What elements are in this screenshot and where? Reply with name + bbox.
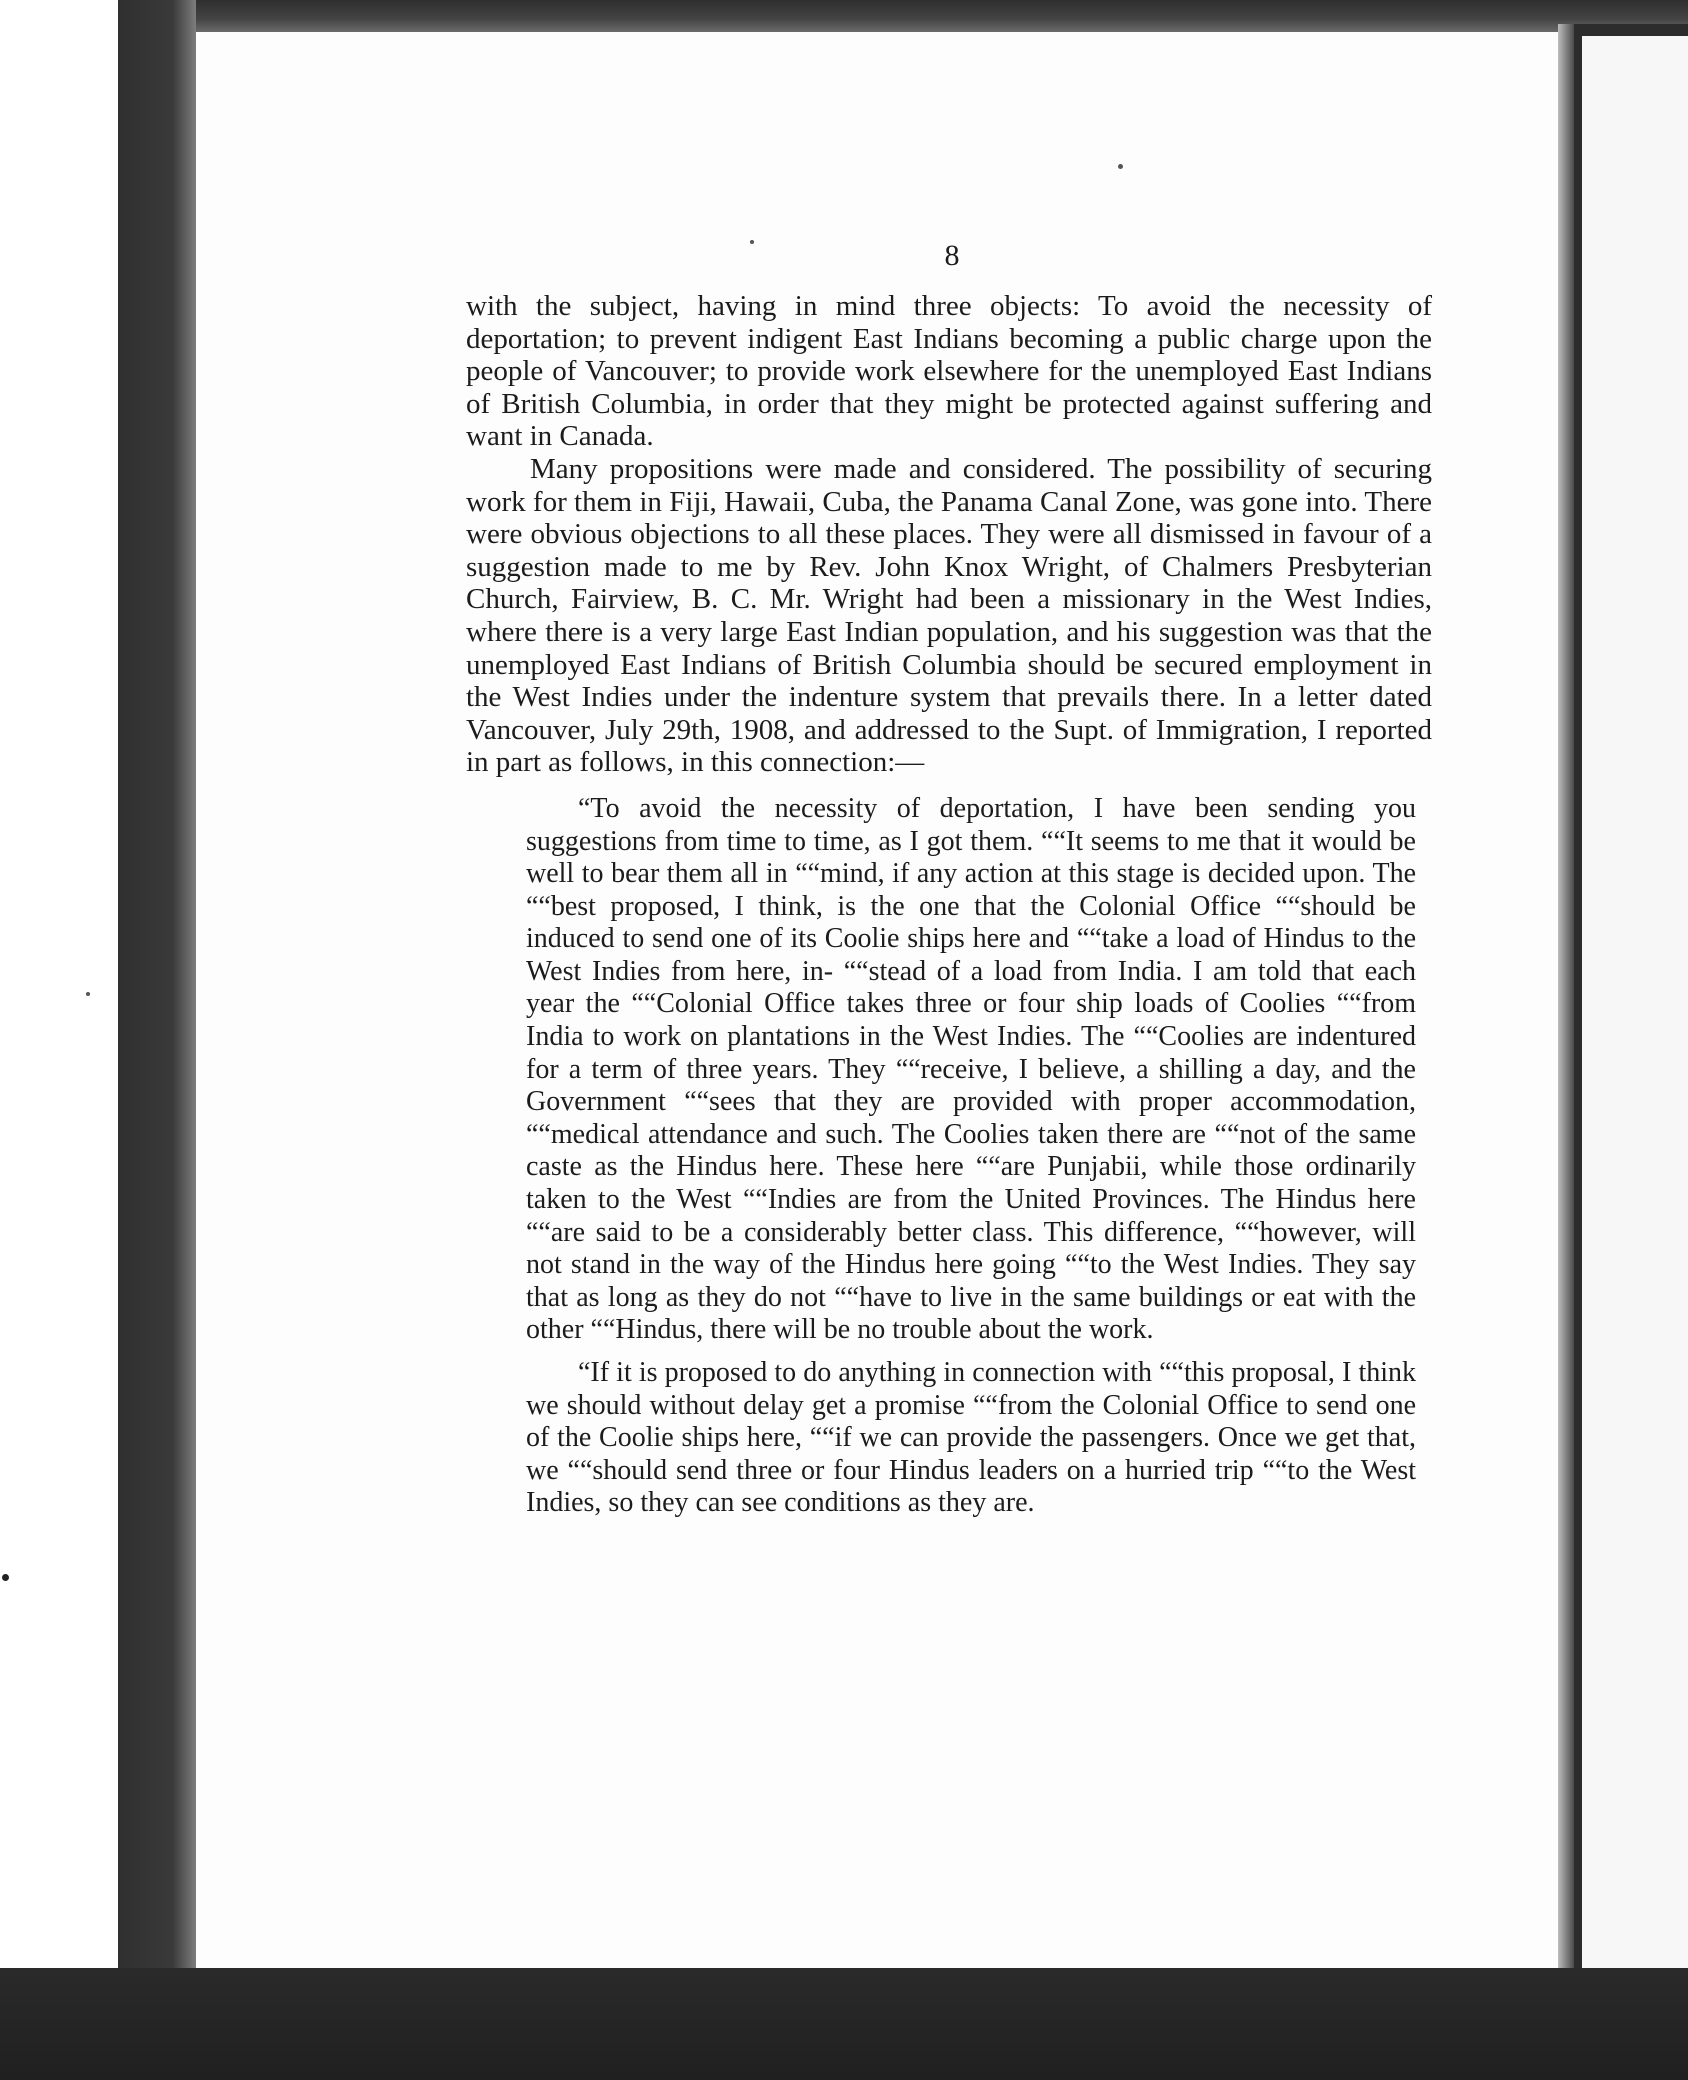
scan-border-bottom [0, 1968, 1688, 2080]
quoted-letter [526, 793, 1416, 1520]
page-number: 8 [944, 239, 960, 272]
scan-speck [1118, 164, 1123, 169]
scan-speck [86, 992, 90, 996]
quote-paragraph: “To avoid the necessity of deportation, I have been sending you suggestions from time to time, as I got them. ““It seems to me that it would be well to bear them all in ““mind, if any action at this stage is decided upon. The ““best proposed, I think, is the one that the Colonial Office ““should be induced to send one of its Coolie ships here and ““take a load of Hindus to the West Indies from here, in- ““stead of a load from India. I am told that each year the ““Colonial Office takes three or four ship loads of Coolies ““from India to work on plantations in the West Indies. The ““Coolies are indentured for a term of three years. They ““receive, I believe, a shilling a day, and the Government ““sees that they are provided with proper accommodation, ““medical attendance and such. The Coolies taken there are ““not of the same caste as the Hindus here. These here ““are Punjabii, while those ordinarily taken to the West ““Indies are from the United Provinces. The Hindus here ““are said to be a considerably better class. This difference, ““however, will not stand in the way of the Hindus here going ““to the West Indies. They say that as long as they do not ““have to live in the same buildings or eat with the other ““Hindus, there will be no trouble about the work. [526, 792, 1416, 1346]
body-text [466, 290, 1432, 1530]
scan-border-top [118, 0, 1688, 32]
paragraph: Many propositions were made and considered. The possibility of securing work for them in Fiji, Hawaii, Cuba, the Panama Canal Zone, was gone into. There were obvious objections to all these places. They were all dismissed in favour of a suggestion made to me by Rev. John Knox Wright, of Chalmers Presbyterian Church, Fairview, B. C. Mr. Wright had been a missionary in the West Indies, where there is a very large East Indian population, and his suggestion was that the unemployed East Indians of British Columbia should be secured employment in the West Indies under the indenture system that prevails there. In a letter dated Vancouver, July 29th, 1908, and addressed to the Supt. of Immigration, I reported in part as follows, in this connection:— [466, 452, 1432, 779]
scan-speck [750, 240, 754, 244]
scan-speck [2, 1574, 9, 1581]
quote-paragraph: “If it is proposed to do anything in connection with ““this proposal, I think we should without delay get a promise ““from the Colonial Office to send one of the Coolie ships here, ““if we can provide the passengers. Once we get that, we ““should send three or four Hindus leaders on a hurried trip ““to the West Indies, so they can see conditions as they are. [526, 1357, 1416, 1519]
scan-border-left [118, 0, 196, 2080]
paragraph: with the subject, having in mind three objects: To avoid the necessity of deportation; to prevent indigent East Indians becoming a public charge upon the people of Vancouver; to provide work elsewhere for the unemployed East Indians of British Columbia, in order that they might be protected against suffering and want in Canada. [466, 290, 1432, 453]
adjacent-page-edge [1582, 36, 1688, 1968]
scan-page-edge [1558, 24, 1574, 1968]
